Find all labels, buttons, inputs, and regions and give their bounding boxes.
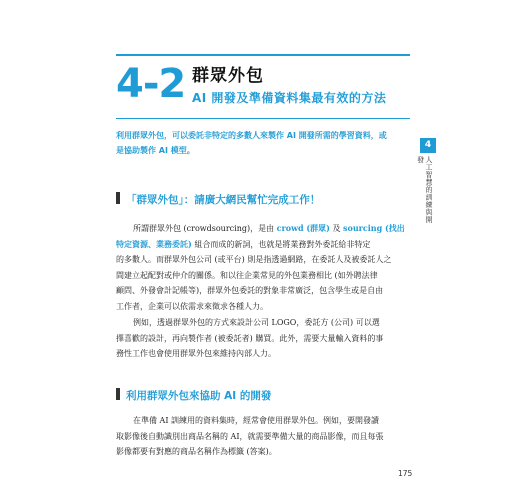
paragraph-line: 工作者，企業可以依需求來徵求各種人力。: [116, 301, 268, 311]
intro-line: 利用群眾外包，可以委託非特定的多數人來製作 AI 開發所需的學習資料，或: [116, 131, 387, 140]
chapter-side-tab: [416, 138, 436, 230]
paragraph-line: 在準備 AI 訓練用的資料集時，經常會使用群眾外包。例如，要開發讀: [133, 416, 380, 425]
page-number: 175: [398, 469, 413, 478]
text-run: 所謂群眾外包 (crowdsourcing)，是由: [133, 224, 277, 233]
paragraph-line: [116, 221, 416, 237]
section-heading-text: 「群眾外包」：請廣大網民幫忙完成工作！: [126, 194, 321, 206]
highlight-term: sourcing (找出: [343, 223, 405, 233]
highlight-term: crowd (群眾): [276, 223, 330, 233]
paragraph-line: [116, 237, 416, 253]
text-run: 及: [329, 224, 343, 233]
body-paragraph: [116, 413, 416, 460]
intro-summary: [116, 128, 412, 158]
paragraph-line: 取影像後自動識別出商品名稱的 AI，就需要準備大量的商品影像，而且每張: [116, 431, 384, 441]
intro-line: 是協助製作 AI 模型。: [116, 146, 195, 155]
text-run: 組合而成的新詞，也就是將業務對外委託給非特定: [191, 239, 371, 249]
header-divider: [116, 118, 410, 119]
paragraph-line: 顧問、外發會計記帳等)，群眾外包委託的對象非常廣泛，包含學生或是自由: [116, 286, 384, 295]
paragraph-line: 擇喜歡的設計，再向製作者 (被委託者) 購買。此外，需要大量輸入資料的事: [116, 333, 384, 343]
section-heading: [116, 192, 320, 208]
paragraph-line: 間建立起配對或仲介的關係。和以往企業常見的外包業務相比 (如外聘法律: [116, 270, 378, 280]
body-paragraph: [116, 221, 416, 314]
side-tab-label: 人工智慧的訓練與開發: [416, 156, 433, 224]
highlight-term: 特定資源、業務委託): [116, 238, 192, 249]
paragraph-line: 務性工作也會使用群眾外包來維持內部人力。: [116, 349, 276, 358]
paragraph-line: 影像都要有對應的商品名稱作為標籤 (答案)。: [116, 447, 277, 456]
paragraph-line: 例如，透過群眾外包的方式來設計公司 LOGO，委託方 (公司) 可以選: [133, 318, 380, 327]
body-paragraph: [116, 315, 416, 362]
top-divider: [116, 54, 410, 56]
section-heading: [116, 388, 271, 404]
paragraph-line: 的多數人。而群眾外包公司 (或平台) 則是指透過網路，在委託人及被委託人之: [116, 255, 392, 264]
side-tab-number: 4: [420, 138, 436, 153]
heading-bar-icon: [116, 388, 120, 400]
chapter-number: 4-2: [116, 61, 186, 107]
section-heading-text: 利用群眾外包來協助 AI 的開發: [126, 390, 272, 402]
chapter-title: 群眾外包: [192, 66, 264, 86]
heading-bar-icon: [116, 192, 120, 204]
chapter-subtitle: AI 開發及準備資料集最有效的方法: [192, 91, 387, 105]
